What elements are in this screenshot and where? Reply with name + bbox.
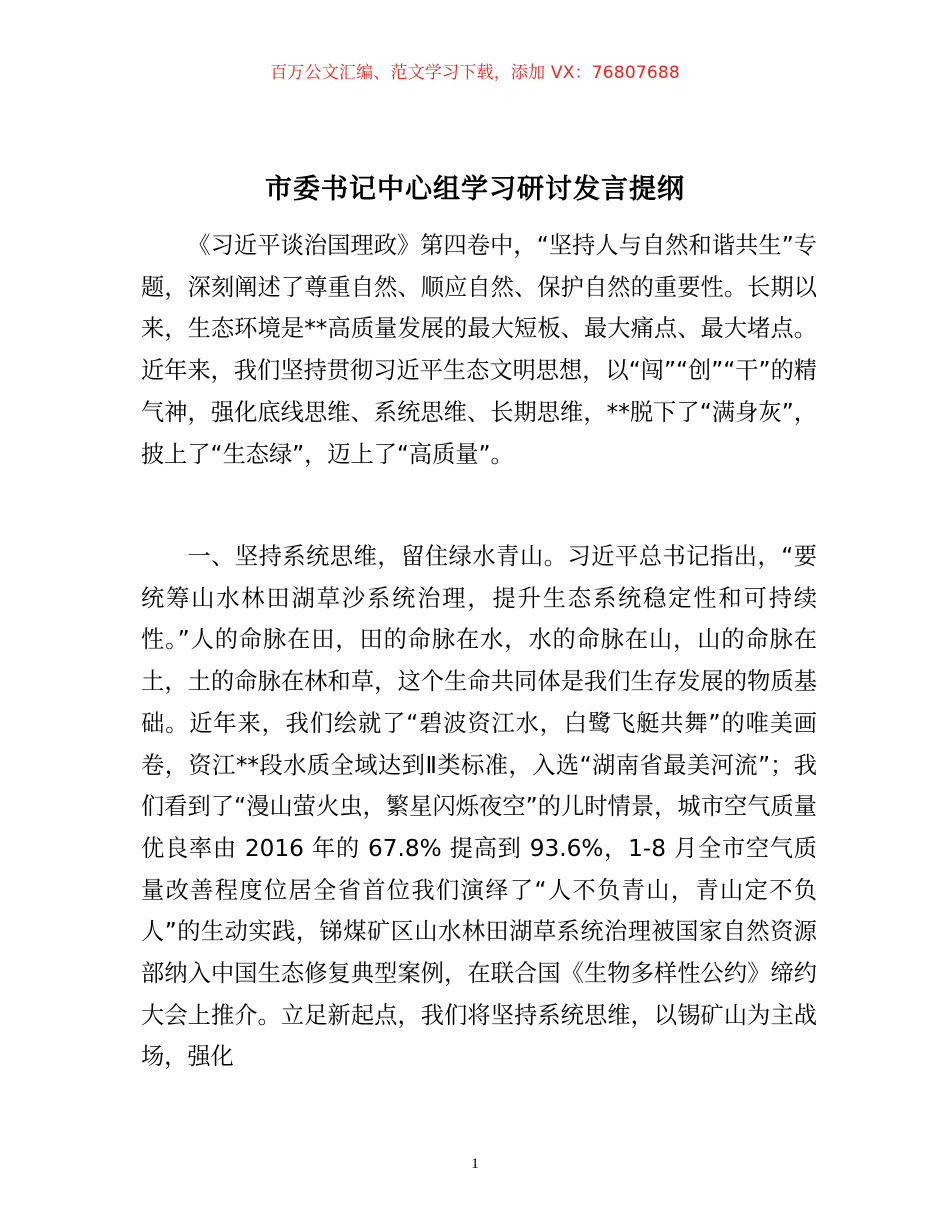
header-contact-note: 百万公文汇编、范文学习下载，添加 VX：76807688 [270, 63, 680, 83]
document-title: 市委书记中心组学习研讨发言提纲 [265, 174, 685, 205]
body-section-one [141, 536, 817, 1078]
paragraph-section-one: 一、坚持系统思维，留住绿水青山。习近平总书记指出，“要统筹山水林田湖草沙系统治理，提升生态系统稳定性和可持续性。”人的命脉在田，田的命脉在水，水的命脉在山，山的命脉在土，土的命脉在林和草，这个生命共同体是我们生存发展的物质基础。近年来，我们绘就了“碧波资江水，白鹭飞艇共舞”的唯美画卷，资江**段水质全域达到Ⅱ类标准，入选“湖南省最美河流”；我们看到了“漫山萤火虫，繁星闪烁夜空”的儿时情景，城市空气质量优良率由 2016 年的 67.8% 提高到 93.6%，1-8 月全市空气质量改善程度位居全省首位我们演绎了“人不负青山，青山定不负人”的生动实践，锑煤矿区山水林田湖草系统治理被国家自然资源部纳入中国生态修复典型案例，在联合国《生物多样性公约》缔约大会上推介。立足新起点，我们将坚持系统思维，以锡矿山为主战场，强化 [141, 543, 817, 1071]
paragraph-intro: 《习近平谈治国理政》第四卷中，“坚持人与自然和谐共生”专题，深刻阐述了尊重自然、顺应自然、保护自然的重要性。长期以来，生态环境是**高质量发展的最大短板、最大痛点、最大堵点。近年来，我们坚持贯彻习近平生态文明思想，以“闯”“创”“干”的精气神，强化底线思维、系统思维、长期思维，**脱下了“满身灰”，披上了“生态绿”，迈上了“高质量”。 [141, 232, 817, 468]
page-number: 1 [471, 1156, 479, 1172]
body-section-intro [141, 225, 817, 475]
